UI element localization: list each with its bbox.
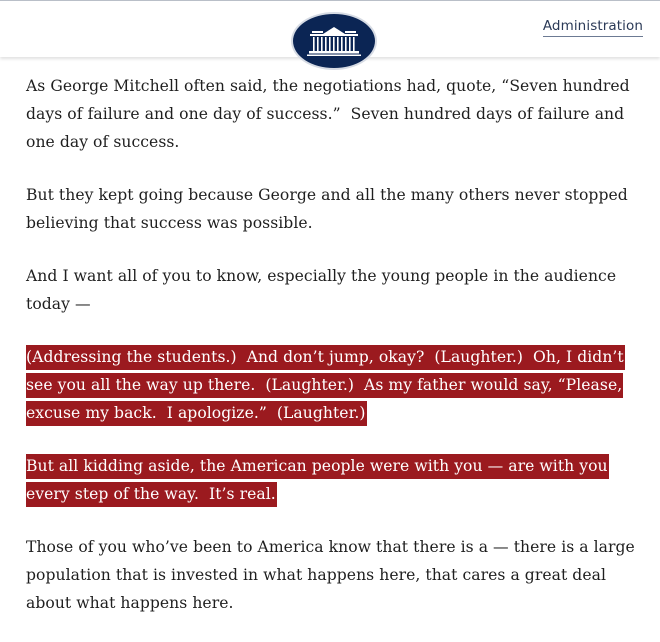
paragraph: And I want all of you to know, especially the young people in the audience today — xyxy=(26,267,617,313)
paragraph: But they kept going because George and all the many others never stopped believing that success was possible. xyxy=(26,186,628,232)
text-highlight: (Addressing the students.) And don’t jump, okay? (Laughter.) Oh, I didn’t see you all the way up there. (Laughter.) As my father would say, “Please, excuse my back. I apologize.” (Laughter.) xyxy=(26,345,625,426)
paragraph: As George Mitchell often said, the negotiations had, quote, “Seven hundred days of failure and one day of success.” Seven hundred days of failure and one day of success. xyxy=(26,77,630,151)
nav-link-administration[interactable]: Administration xyxy=(543,18,643,37)
article-body xyxy=(26,72,646,642)
text-highlight: But all kidding aside, the American people were with you — are with you every step of the way. It’s real. xyxy=(26,454,609,507)
highlighted-paragraph xyxy=(26,343,646,427)
white-house-seal-icon[interactable] xyxy=(291,12,377,70)
highlighted-paragraph xyxy=(26,452,646,508)
paragraph: Those of you who’ve been to America know that there is a — there is a large population that is invested in what happens here, that cares a great deal about what happens here. xyxy=(26,538,635,612)
